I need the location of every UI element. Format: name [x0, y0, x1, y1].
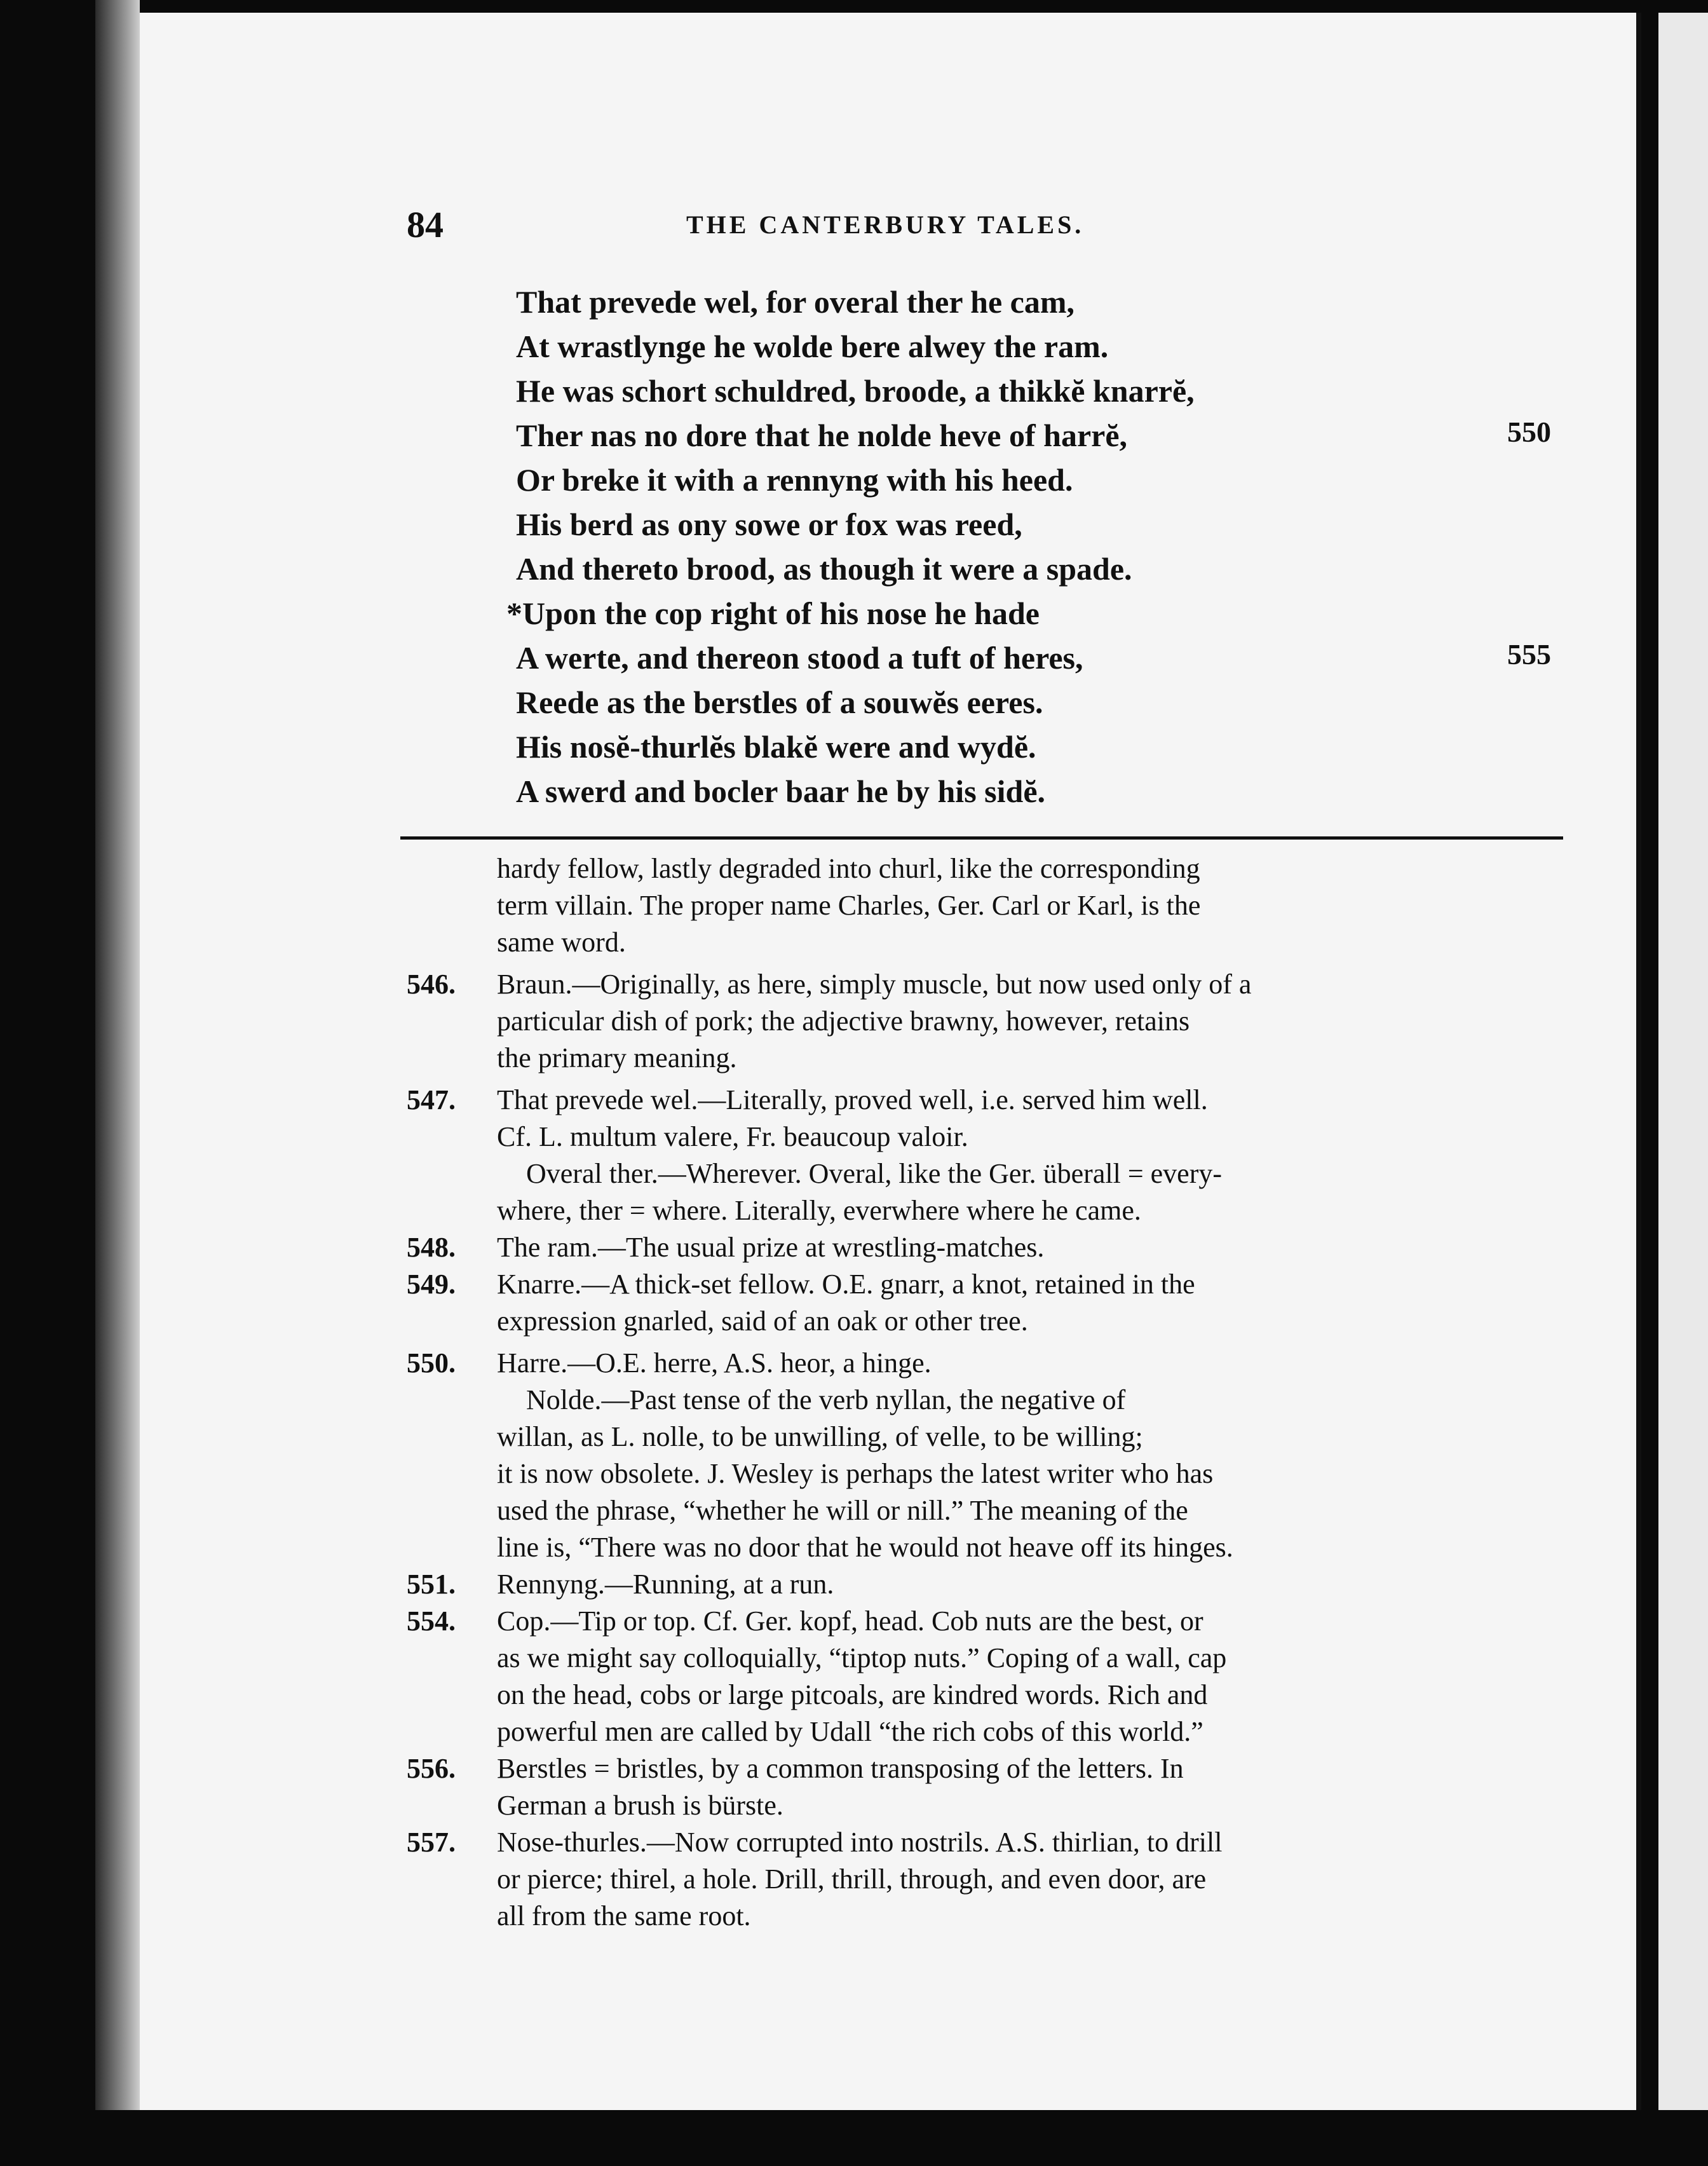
- note-line: same word.: [497, 927, 626, 958]
- verse-line: [516, 280, 1596, 324]
- note-line: or pierce; thirel, a hole. Drill, thrill, through, and even door, are: [497, 1863, 1207, 1895]
- note-line: term villain. The proper name Charles, Ger. Carl or Karl, is the: [497, 890, 1201, 921]
- note-number: 550.: [407, 1347, 456, 1379]
- note-line: Nose-thurles.—Now corrupted into nostrils. A.S. thirlian, to drill: [497, 1827, 1223, 1858]
- note-number: 547.: [407, 1084, 456, 1115]
- note-554: [407, 1603, 1582, 1750]
- verse-text: That prevede wel, for overal ther he cam,: [516, 284, 1074, 320]
- note-line: it is now obsolete. J. Wesley is perhaps the latest writer who has: [497, 1458, 1214, 1489]
- note-line: hardy fellow, lastly degraded into churl, like the corresponding: [497, 853, 1200, 884]
- verse-text: His nosĕ-thurlĕs blakĕ were and wydĕ.: [516, 729, 1036, 765]
- note-line: particular dish of pork; the adjective brawny, however, retains: [497, 1005, 1190, 1037]
- note-546: [407, 966, 1582, 1077]
- note-557: [407, 1824, 1582, 1935]
- verse-text: Ther nas no dore that he nolde heve of harrĕ,: [516, 418, 1128, 453]
- page-edge-line: [1636, 13, 1641, 2110]
- verse-text: *Upon the cop right of his nose he hade: [506, 596, 1040, 631]
- verse-line: [516, 369, 1596, 413]
- note-line: That prevede wel.—Literally, proved well, i.e. served him well.: [497, 1084, 1208, 1115]
- note-line: Cf. L. multum valere, Fr. beaucoup valoir.: [497, 1121, 968, 1152]
- verse-line: [516, 636, 1596, 680]
- verse-line: [506, 591, 1596, 636]
- note-line: on the head, cobs or large pitcoals, are kindred words. Rich and: [497, 1679, 1208, 1710]
- page-header: [140, 203, 1636, 254]
- note-number: 556.: [407, 1753, 456, 1784]
- note-number: 554.: [407, 1605, 456, 1637]
- note-548: [407, 1229, 1582, 1266]
- note-line: willan, as L. nolle, to be unwilling, of velle, to be willing;: [497, 1421, 1143, 1452]
- note-line: Overal ther.—Wherever. Overal, like the Ger. überall = every-: [526, 1158, 1222, 1189]
- note-line: expression gnarled, said of an oak or other tree.: [497, 1305, 1028, 1337]
- scan-border-top: [0, 0, 1708, 13]
- verse-line: [516, 547, 1596, 591]
- note-line: Harre.—O.E. herre, A.S. heor, a hinge.: [497, 1347, 932, 1379]
- note-line: all from the same root.: [497, 1900, 751, 1931]
- note-line: Cop.—Tip or top. Cf. Ger. kopf, head. Cob nuts are the best, or: [497, 1605, 1203, 1637]
- verse-text: His berd as ony sowe or fox was reed,: [516, 507, 1022, 542]
- verse-line: [516, 502, 1596, 547]
- note-line: Rennyng.—Running, at a run.: [497, 1569, 834, 1600]
- note-line: where, ther = where. Literally, everwhere where he came.: [497, 1195, 1141, 1226]
- line-number: 550: [1507, 416, 1551, 448]
- verse-line: [516, 458, 1596, 502]
- note-550: [407, 1345, 1582, 1566]
- note-line: German a brush is bürste.: [497, 1790, 783, 1821]
- note-number: 548.: [407, 1232, 456, 1263]
- verse-line: [516, 725, 1596, 769]
- note-line: the primary meaning.: [497, 1042, 737, 1073]
- verse-line: [516, 413, 1596, 458]
- note-551: [407, 1566, 1582, 1603]
- verse-text: A werte, and thereon stood a tuft of heres,: [516, 640, 1083, 676]
- footnotes: [407, 850, 1582, 1935]
- section-divider: [400, 836, 1563, 840]
- note-number: 551.: [407, 1569, 456, 1600]
- verse-text: And thereto brood, as though it were a spade.: [516, 551, 1132, 587]
- page-number: 84: [407, 204, 444, 245]
- note-line: Berstles = bristles, by a common transposing of the letters. In: [497, 1753, 1184, 1784]
- note-number: 549.: [407, 1269, 456, 1300]
- scan-border-left: [0, 0, 95, 2166]
- scan-border-bottom: [0, 2110, 1708, 2166]
- note-number: 546.: [407, 969, 456, 1000]
- book-gutter: [95, 0, 140, 2166]
- facing-page-edge: [1658, 13, 1708, 2110]
- verse-line: [516, 680, 1596, 725]
- note-line: The ram.—The usual prize at wrestling-matches.: [497, 1232, 1045, 1263]
- note-continuation: [407, 850, 1582, 961]
- verse-text: A swerd and bocler baar he by his sidĕ.: [516, 773, 1046, 809]
- note-line: Knarre.—A thick-set fellow. O.E. gnarr, a knot, retained in the: [497, 1269, 1195, 1300]
- verse-line: [516, 769, 1596, 814]
- verse-block: [506, 280, 1596, 814]
- note-line: Nolde.—Past tense of the verb nyllan, the negative of: [526, 1384, 1126, 1415]
- note-line: powerful men are called by Udall “the rich cobs of this world.”: [497, 1716, 1203, 1747]
- note-line: used the phrase, “whether he will or nill.” The meaning of the: [497, 1495, 1188, 1526]
- running-title: THE CANTERBURY TALES.: [686, 210, 1085, 239]
- verse-text: He was schort schuldred, broode, a thikkĕ knarrĕ,: [516, 373, 1195, 409]
- verse-line: [516, 324, 1596, 369]
- note-547: [407, 1082, 1582, 1229]
- note-line: line is, “There was no door that he would not heave off its hinges.: [497, 1532, 1233, 1563]
- line-number: 555: [1507, 638, 1551, 671]
- note-number: 557.: [407, 1827, 456, 1858]
- verse-text: Reede as the berstles of a souwĕs eeres.: [516, 685, 1043, 720]
- verse-text: At wrastlynge he wolde bere alwey the ram.: [516, 329, 1109, 364]
- note-549: [407, 1266, 1582, 1340]
- note-line: Braun.—Originally, as here, simply muscle, but now used only of a: [497, 969, 1252, 1000]
- note-556: [407, 1750, 1582, 1824]
- book-page: [140, 13, 1636, 2110]
- verse-text: Or breke it with a rennyng with his heed.: [516, 462, 1073, 498]
- note-line: as we might say colloquially, “tiptop nuts.” Coping of a wall, cap: [497, 1642, 1227, 1673]
